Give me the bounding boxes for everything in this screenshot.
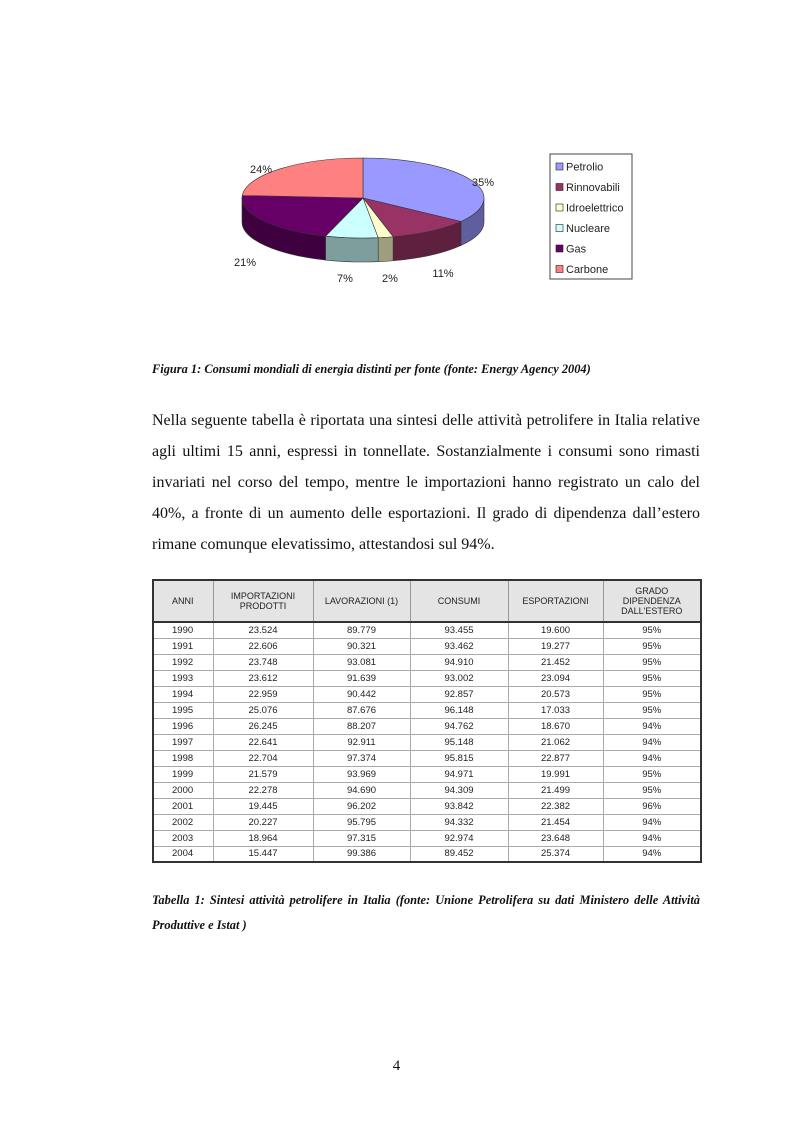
table-cell: 19.991 [508, 766, 603, 782]
table-cell: 95% [603, 622, 701, 638]
table-cell: 22.704 [213, 750, 313, 766]
table-row [153, 686, 701, 702]
table-cell: 21.579 [213, 766, 313, 782]
table-cell: 96.202 [313, 798, 410, 814]
table-cell: 25.076 [213, 702, 313, 718]
table-row [153, 702, 701, 718]
table-cell: 87.676 [313, 702, 410, 718]
table-row [153, 782, 701, 798]
table-cell: 94.910 [410, 654, 508, 670]
table-cell: 18.964 [213, 830, 313, 846]
table-cell: 93.462 [410, 638, 508, 654]
table-body [153, 622, 701, 862]
table-cell: 94% [603, 750, 701, 766]
table-cell: 1993 [153, 670, 213, 686]
legend-label: Petrolio [566, 161, 604, 174]
pie-data-label: 35% [471, 177, 495, 189]
table-cell: 90.442 [313, 686, 410, 702]
table-row [153, 750, 701, 766]
legend-label: Carbone [566, 264, 609, 276]
legend-swatch [556, 245, 563, 252]
table-cell: 88.207 [313, 718, 410, 734]
table-cell: 22.382 [508, 798, 603, 814]
table-cell: 91.639 [313, 670, 410, 686]
table-cell: 93.842 [410, 798, 508, 814]
table-cell: 1996 [153, 718, 213, 734]
table-cell: 21.452 [508, 654, 603, 670]
table-cell: 1994 [153, 686, 213, 702]
table-cell: 97.374 [313, 750, 410, 766]
table-row [153, 830, 701, 846]
table-cell: 22.959 [213, 686, 313, 702]
legend-swatch [556, 163, 563, 170]
table-cell: 93.002 [410, 670, 508, 686]
pie-data-label: 24% [249, 164, 273, 176]
table-cell: 1999 [153, 766, 213, 782]
legend-swatch [556, 204, 563, 211]
table-cell: 97.315 [313, 830, 410, 846]
table-cell: 2001 [153, 798, 213, 814]
pie-data-label: 7% [337, 273, 353, 285]
table-cell: 95% [603, 766, 701, 782]
table-cell: 92.857 [410, 686, 508, 702]
figure-caption: Figura 1: Consumi mondiali di energia distinti per fonte (fonte: Energy Agency 2004) [152, 362, 591, 376]
table-cell: 1990 [153, 622, 213, 638]
table-cell: 95% [603, 686, 701, 702]
table-row [153, 638, 701, 654]
table-cell: 1992 [153, 654, 213, 670]
table-cell: 95% [603, 670, 701, 686]
table-cell: 90.321 [313, 638, 410, 654]
table-cell: 95.148 [410, 734, 508, 750]
table-cell: 23.094 [508, 670, 603, 686]
table-header-row [153, 580, 701, 622]
legend-label: Rinnovabili [566, 182, 620, 194]
table-cell: 19.600 [508, 622, 603, 638]
table-cell: 95% [603, 654, 701, 670]
legend-label: Idroelettrico [566, 202, 624, 215]
table-cell: 92.911 [313, 734, 410, 750]
pie-slice-side-nucleare [326, 236, 379, 262]
table-cell: 94.690 [313, 782, 410, 798]
table-cell: 21.454 [508, 814, 603, 830]
table-row [153, 622, 701, 638]
table-cell: 20.227 [213, 814, 313, 830]
table-cell: 94% [603, 846, 701, 862]
table-cell: 93.455 [410, 622, 508, 638]
table-cell: 23.612 [213, 670, 313, 686]
table-cell: 94% [603, 734, 701, 750]
table-cell: 93.081 [313, 654, 410, 670]
table-cell: 96% [603, 798, 701, 814]
oil-activity-table [152, 579, 702, 863]
table-cell: 25.374 [508, 846, 603, 862]
legend-swatch [556, 184, 563, 191]
table-cell: 94.762 [410, 718, 508, 734]
table-row [153, 846, 701, 862]
column-header: LAVORAZIONI (1) [313, 580, 410, 622]
table-row [153, 798, 701, 814]
table-row [153, 734, 701, 750]
legend-swatch [556, 225, 563, 232]
table-cell: 22.278 [213, 782, 313, 798]
pie-slice-side-idroelettrico [378, 237, 393, 262]
table-cell: 94% [603, 830, 701, 846]
table-cell: 1997 [153, 734, 213, 750]
table-cell: 95% [603, 702, 701, 718]
table-cell: 94% [603, 814, 701, 830]
table-cell: 21.499 [508, 782, 603, 798]
column-header: IMPORTAZIONI PRODOTTI [213, 580, 313, 622]
table-cell: 94.309 [410, 782, 508, 798]
table-cell: 22.606 [213, 638, 313, 654]
table-cell: 1995 [153, 702, 213, 718]
table-cell: 95% [603, 638, 701, 654]
table-cell: 2003 [153, 830, 213, 846]
column-header: GRADO DIPENDENZA DALL'ESTERO [603, 580, 701, 622]
pie-legend [550, 154, 632, 279]
table-cell: 19.277 [508, 638, 603, 654]
table-cell: 89.452 [410, 846, 508, 862]
pie-chart-figure [215, 150, 635, 300]
table-cell: 22.877 [508, 750, 603, 766]
legend-label: Gas [566, 243, 587, 256]
table-cell: 22.641 [213, 734, 313, 750]
page-number: 4 [392, 1058, 401, 1074]
table-cell: 95.795 [313, 814, 410, 830]
table-row [153, 814, 701, 830]
table-cell: 1991 [153, 638, 213, 654]
table-cell: 95% [603, 782, 701, 798]
table-cell: 23.748 [213, 654, 313, 670]
table-cell: 23.524 [213, 622, 313, 638]
table-cell: 94% [603, 718, 701, 734]
pie-data-label: 11% [432, 268, 454, 280]
table-cell: 23.648 [508, 830, 603, 846]
table-cell: 2002 [153, 814, 213, 830]
table-cell: 2000 [153, 782, 213, 798]
table-cell: 89.779 [313, 622, 410, 638]
legend-swatch [556, 266, 563, 273]
table-cell: 2004 [153, 846, 213, 862]
table-cell: 18.670 [508, 718, 603, 734]
table-row [153, 654, 701, 670]
table-cell: 19.445 [213, 798, 313, 814]
table-cell: 92.974 [410, 830, 508, 846]
table-cell: 95.815 [410, 750, 508, 766]
table-cell: 21.062 [508, 734, 603, 750]
table-caption: Tabella 1: Sintesi attività petrolifere in Italia (fonte: Unione Petrolifera su dati Ministero delle Attività Produttive e Istat ) [152, 893, 700, 932]
table-row [153, 766, 701, 782]
table-cell: 26.245 [213, 718, 313, 734]
table-cell: 1998 [153, 750, 213, 766]
table-cell: 93.969 [313, 766, 410, 782]
pie-data-label: 21% [233, 257, 257, 269]
body-paragraph: Nella seguente tabella è riportata una sintesi delle attività petrolifere in Italia relative agli ultimi 15 anni, espressi in tonnellate. Sostanzialmente i consumi sono rimasti invariati nel corso del tempo, mentre le importazioni hanno registrato un calo del 40%, a fronte di un aumento delle esportazioni. Il grado di dipendenza dall’estero rimane comunque elevatissimo, attestandosi sul 94%. [152, 412, 700, 553]
column-header: ESPORTAZIONI [508, 580, 603, 622]
table-cell: 94.332 [410, 814, 508, 830]
table-cell: 20.573 [508, 686, 603, 702]
pie-chart [215, 150, 635, 300]
table-cell: 99.386 [313, 846, 410, 862]
legend-label: Nucleare [566, 223, 611, 235]
table-cell: 15.447 [213, 846, 313, 862]
pie-data-label: 2% [382, 273, 398, 285]
column-header: CONSUMI [410, 580, 508, 622]
column-header: ANNI [153, 580, 213, 622]
table-cell: 96.148 [410, 702, 508, 718]
table-row [153, 718, 701, 734]
table-row [153, 670, 701, 686]
table-cell: 17.033 [508, 702, 603, 718]
table-cell: 94.971 [410, 766, 508, 782]
